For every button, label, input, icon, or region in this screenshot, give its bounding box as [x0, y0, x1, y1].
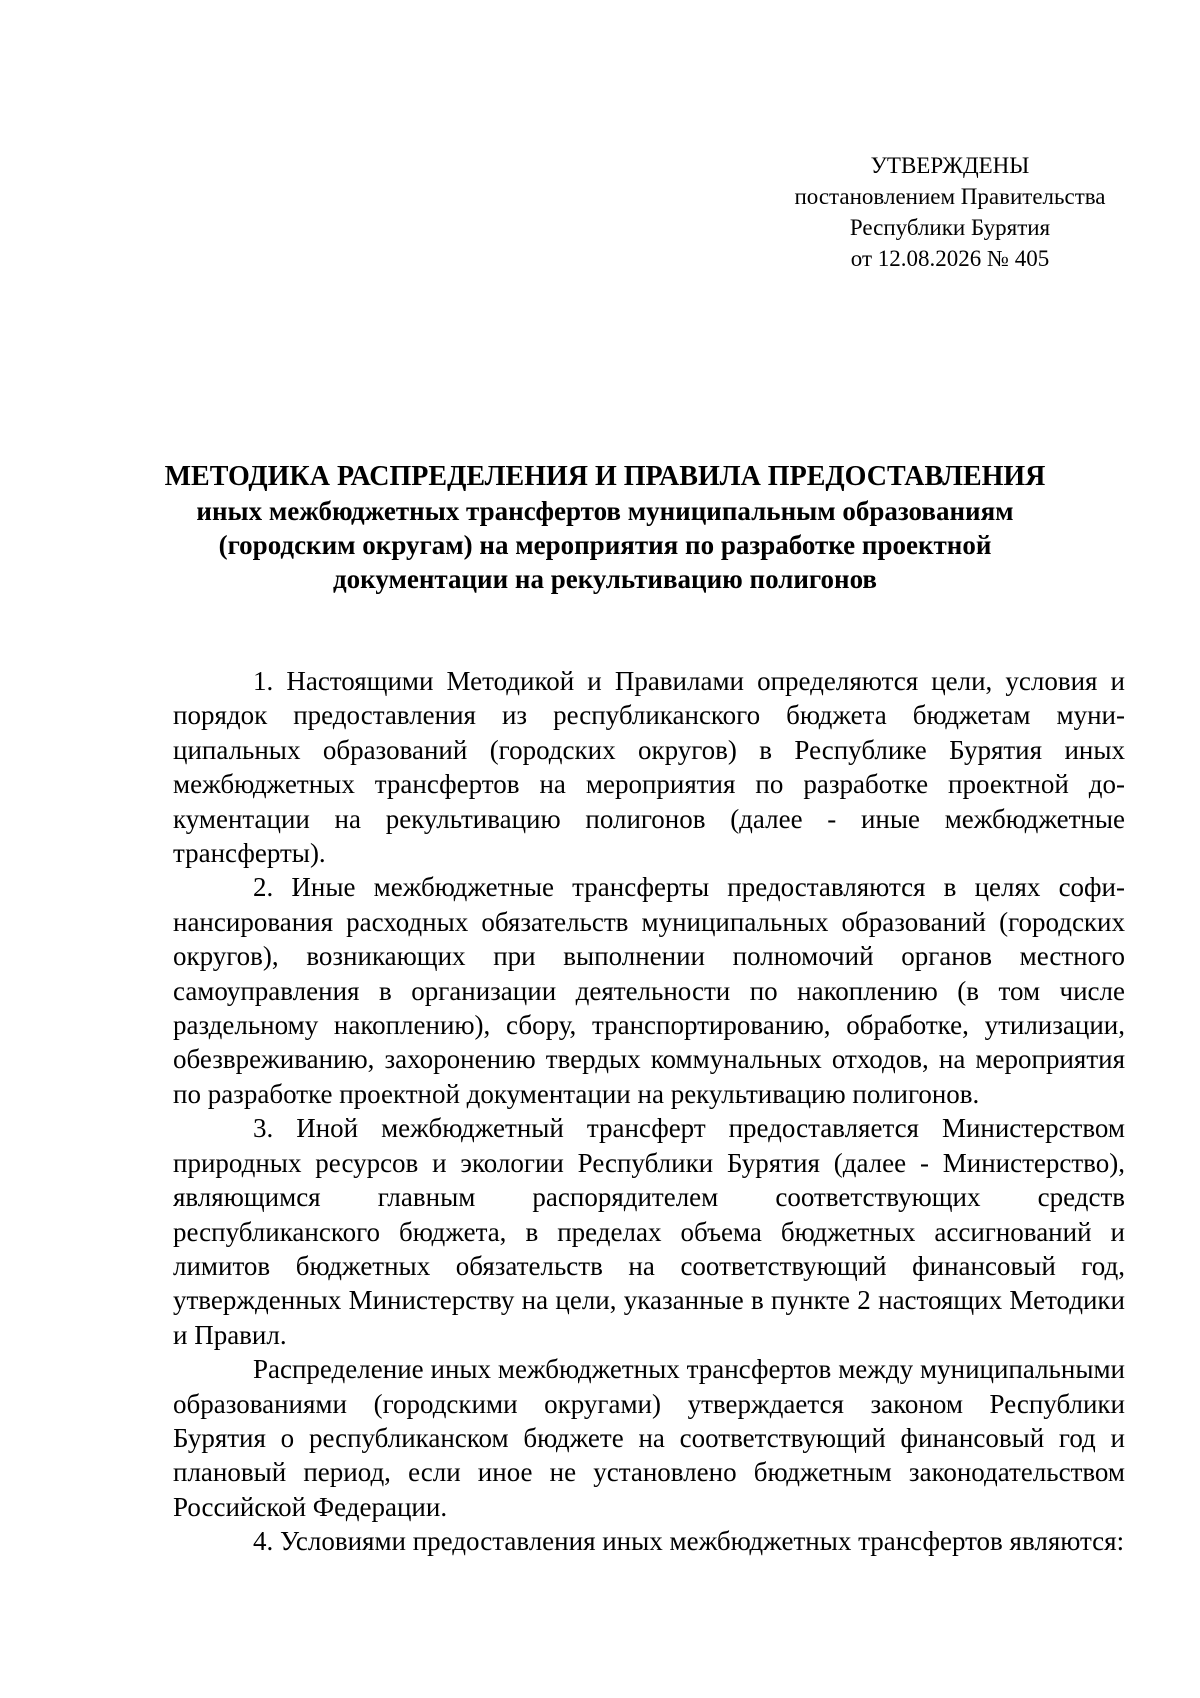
- document-body: [173, 664, 1125, 1559]
- title-line-2: иных межбюджетных трансфертов муниципальным образованиям: [196, 496, 1014, 526]
- title-line-4: документации на рекультивацию полигонов: [333, 564, 877, 594]
- approval-region: Республики Бурятия: [849, 215, 1051, 240]
- title-line-3: (городским округам) на мероприятия по разработке проектной: [218, 530, 992, 560]
- document-title: [150, 460, 1060, 596]
- paragraph-2: 2. Иные межбюджетные трансферты предоставляются в целях софинансирования расходных обязательств муниципальных образований (городских округов), возникающих при выполнении полномочий органов местного самоуправления в организации деятельности по накоплению (в том числе раздельному накоплению), сбору, транспортированию, обработке, утилизации, обезвреживанию, захоронению твердых коммунальных отходов, на мероприятия по разработке проектной документации на рекультивацию полигонов.: [173, 872, 1125, 1109]
- approval-heading: УТВЕРЖДЕНЫ: [870, 153, 1030, 178]
- approval-authority: постановлением Правительства: [794, 184, 1106, 209]
- paragraph-1: 1. Настоящими Методикой и Правилами определяются цели, условия и порядок предоставления из республиканского бюджета бюджетам муниципальных образований (городских округов) в Республике Бурятия иных межбюджетных трансфертов на мероприятия по разработке проектной документации на рекультивацию полигонов (далее - иные межбюджетные трансферты).: [173, 666, 1125, 869]
- title-line-1: МЕТОДИКА РАСПРЕДЕЛЕНИЯ И ПРАВИЛА ПРЕДОСТАВЛЕНИЯ: [164, 461, 1046, 492]
- approval-stamp-block: [770, 150, 1130, 274]
- paragraph-3: 3. Иной межбюджетный трансферт предоставляется Министерством природных ресурсов и экологии Республики Бурятия (далее - Министерство), являющимся главным распорядителем соответствующих средств республиканского бюджета, в пределах объема бюджетных ассигнований и лимитов бюджетных обязательств на соответствующий финансовый год, утвержденных Министерству на цели, указанные в пункте 2 настоящих Методики и Правил.: [173, 1113, 1125, 1350]
- paragraph-3-distribution: Распределение иных межбюджетных трансфертов между муниципальными образованиями (городскими округами) утверждается законом Республики Бурятия о республиканском бюджете на соответствующий финансовый год и плановый период, если иное не установлено бюджетным законодательством Российской Федерации.: [173, 1354, 1125, 1522]
- paragraph-4: 4. Условиями предоставления иных межбюджетных трансфертов являются:: [253, 1526, 1125, 1557]
- approval-date-number: от 12.08.2026 № 405: [850, 246, 1050, 271]
